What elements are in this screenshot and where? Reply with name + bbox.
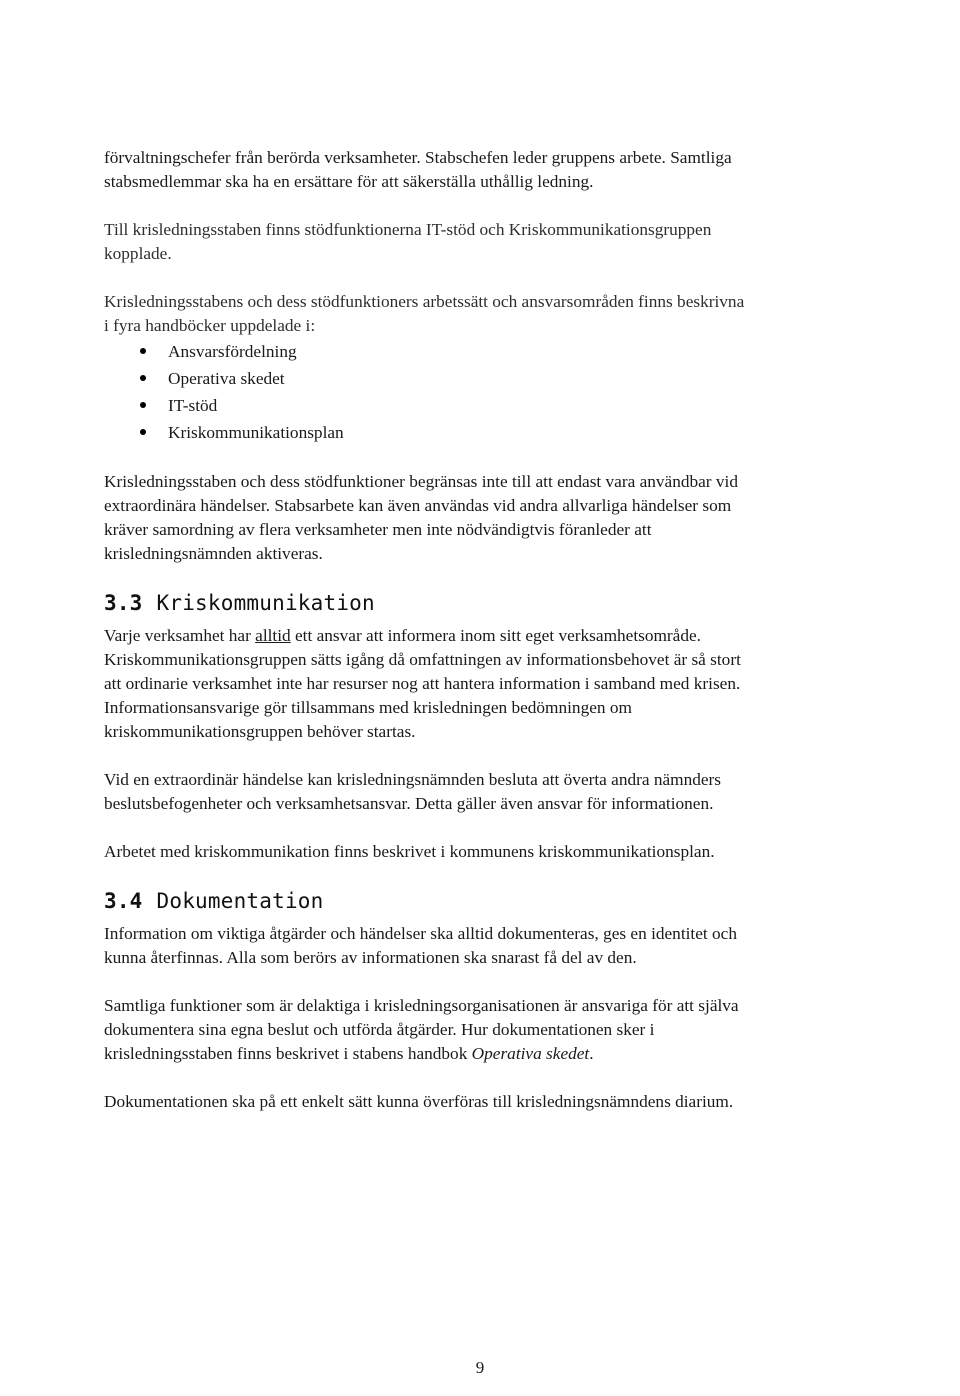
list-item (104, 392, 874, 419)
list-item (104, 419, 874, 446)
document-page (104, 146, 874, 1138)
underlined-word: alltid (255, 626, 291, 645)
paragraph-staff-usage-part1: Krisledningsstaben och dess stödfunktioner begränsas inte till att endast vara användbar vid extraordinära händelser. (104, 472, 738, 515)
section-title: Dokumentation (156, 889, 324, 913)
list-item-label: Kriskommunikationsplan (168, 423, 344, 442)
text-span: ett ansvar att informera inom sitt eget verksamhetsområde. Kriskommunikationsgruppen sätts igång då omfattningen av informationsbehovet är så stort att ordinarie verksamhet inte har resurser nog att hantera information i samband med krisen. Informationsansvarige gör tillsammans med krisledningen bedömningen om kriskommunikationsgruppen behöver startas. (104, 626, 741, 741)
text-span: . (589, 1044, 594, 1063)
list-item-label: IT-stöd (168, 396, 218, 415)
paragraph-extraordinary-event: Vid en extraordinär händelse kan krisledningsnämnden besluta att överta andra nämnders beslutsbefogenheter och verksamhetsansvar. Detta gäller även ansvar för informationen. (104, 770, 722, 813)
paragraph-handbooks-intro: Krisledningsstabens och dess stödfunktioners arbetssätt och ansvarsområden finns beskrivna i fyra handböcker uppdelade i: (104, 292, 745, 335)
list-item (104, 338, 874, 365)
text-span: Samtliga funktioner som är delaktiga i krisledningsorganisationen är ansvariga för att själva dokumentera sina egna beslut och utförda åtgärder. Hur dokumentationen sker i krisledningsstaben finns beskrivet i stabens handbok (104, 996, 739, 1063)
italic-title: Operativa skedet (471, 1044, 590, 1063)
section-heading-dokumentation (104, 888, 874, 914)
bullet-icon (140, 375, 146, 381)
bullet-icon (140, 402, 146, 408)
page-number: 9 (475, 1358, 485, 1377)
section-title: Kriskommunikation (156, 591, 375, 615)
paragraph-documentation-info: Information om viktiga åtgärder och händelser ska alltid dokumenteras, ges en identitet och kunna återfinnas. Alla som berörs av informationen ska snarast få del av den. (104, 924, 737, 967)
bullet-icon (140, 429, 146, 435)
paragraph-staff-usage (104, 470, 874, 566)
paragraph-documentation-diary: Dokumentationen ska på ett enkelt sätt kunna överföras till krisledningsnämndens diarium. (104, 1092, 734, 1111)
section-number: 3.3 (104, 591, 143, 615)
paragraph-communication-plan: Arbetet med kriskommunikation finns beskrivet i kommunens kriskommunikationsplan. (104, 842, 715, 861)
paragraph-staff-members: förvaltningschefer från berörda verksamheter. Stabschefen leder gruppens arbete. Samtliga stabsmedlemmar ska ha en ersättare för att säkerställa uthållig ledning. (104, 148, 732, 191)
paragraph-staff-usage-part2: Stabsarbete kan även användas vid andra allvarliga händelser som kräver samordning av flera verksamheter men inte nödvändigtvis föranleder att krisledningsnämnden aktiveras. (104, 496, 732, 563)
text-span: Varje verksamhet har (104, 626, 256, 645)
paragraph-support-functions: Till krisledningsstaben finns stödfunktionerna IT-stöd och Kriskommunikationsgruppen kopplade. (104, 220, 712, 263)
handbook-list (104, 338, 874, 446)
list-item-label: Ansvarsfördelning (168, 342, 297, 361)
section-number: 3.4 (104, 889, 143, 913)
list-item-label: Operativa skedet (168, 369, 285, 388)
section-heading-kriskommunikation (104, 590, 874, 616)
list-item (104, 365, 874, 392)
paragraph-documentation-responsibility (104, 994, 874, 1066)
paragraph-communication-responsibility (104, 624, 874, 744)
bullet-icon (140, 348, 146, 354)
